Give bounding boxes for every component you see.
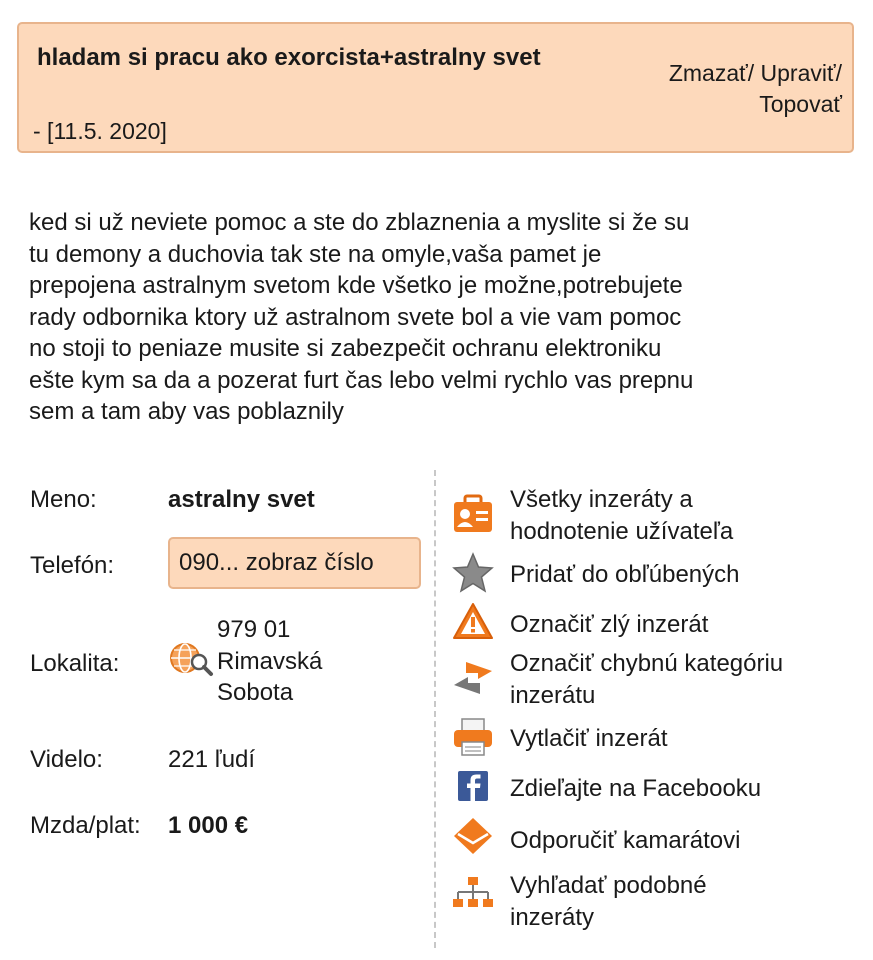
- ad-header: [17, 22, 854, 153]
- envelope-icon: [452, 816, 494, 858]
- printer-icon: [452, 716, 494, 758]
- report-wrong-category-link[interactable]: [510, 648, 850, 711]
- location-label: Lokalita:: [30, 650, 120, 677]
- ad-title: hladam si pracu ako exorcista+astralny svet: [37, 44, 541, 71]
- find-similar-ads-link[interactable]: [510, 870, 850, 933]
- edit-link[interactable]: Upraviť/: [760, 60, 842, 86]
- ad-description: ked si už neviete pomoc a ste do zblaznenia a myslite si že su tu demony a duchovia tak ste na omyle,vaša pamet je prepojena astralnym svetom kde všetko je možne,potrebujete rady odbornika ktory už astralnom svete bol a vie vam pomoc no stoji to peniaze musite si zabezpečit ochranu elektroniku ešte kym sa da a pozerat furt čas lebo velmi rychlo vas prepnu sem a tam aby vas poblaznily: [29, 209, 694, 425]
- location-value: [217, 614, 367, 709]
- user-card-icon: [452, 494, 494, 536]
- all-user-ads-link[interactable]: [510, 484, 850, 547]
- share-facebook-link[interactable]: Zdieľajte na Facebooku: [510, 775, 762, 802]
- star-icon: [452, 552, 494, 594]
- warning-icon: [452, 601, 494, 643]
- find-similar-ads-line1: Vyhľadať podobné: [510, 872, 707, 899]
- location-postcode: 979 01: [217, 616, 291, 643]
- views-value: 221 ľudí: [168, 746, 256, 773]
- phone-label: Telefón:: [30, 552, 115, 579]
- sitemap-icon: [452, 874, 494, 916]
- facebook-icon: [452, 766, 494, 808]
- salary-label: Mzda/plat:: [30, 812, 141, 839]
- views-label: Videlo:: [30, 746, 103, 773]
- report-bad-ad-link[interactable]: Označiť zlý inzerát: [510, 611, 709, 638]
- name-label: Meno:: [30, 486, 97, 513]
- swap-arrows-icon: [452, 657, 494, 699]
- recommend-to-friend-link[interactable]: Odporučiť kamarátovi: [510, 827, 741, 854]
- find-similar-ads-line2: inzeráty: [510, 903, 595, 931]
- report-wrong-category-line1: Označiť chybnú kategóriu: [510, 650, 784, 677]
- ad-date: - [11.5. 2020]: [33, 118, 167, 144]
- ad-actions: [612, 58, 842, 120]
- top-link[interactable]: Topovať: [759, 91, 842, 117]
- print-ad-link[interactable]: Vytlačiť inzerát: [510, 725, 668, 752]
- add-to-favorites-link[interactable]: Pridať do obľúbených: [510, 561, 740, 588]
- name-value: astralny svet: [168, 486, 315, 513]
- location-city-1: Rimavská: [217, 647, 323, 675]
- column-divider: [434, 470, 436, 948]
- salary-value: 1 000 €: [168, 812, 249, 839]
- location-city-2: Sobota: [217, 679, 294, 706]
- all-user-ads-line2: hodnotenie užívateľa: [510, 517, 734, 545]
- all-user-ads-line1: Všetky inzeráty a: [510, 486, 693, 513]
- globe-search-icon: [168, 640, 214, 685]
- show-phone-button[interactable]: 090... zobraz číslo: [168, 537, 421, 589]
- report-wrong-category-line2: inzerátu: [510, 681, 596, 709]
- delete-link[interactable]: Zmazať/: [668, 60, 755, 86]
